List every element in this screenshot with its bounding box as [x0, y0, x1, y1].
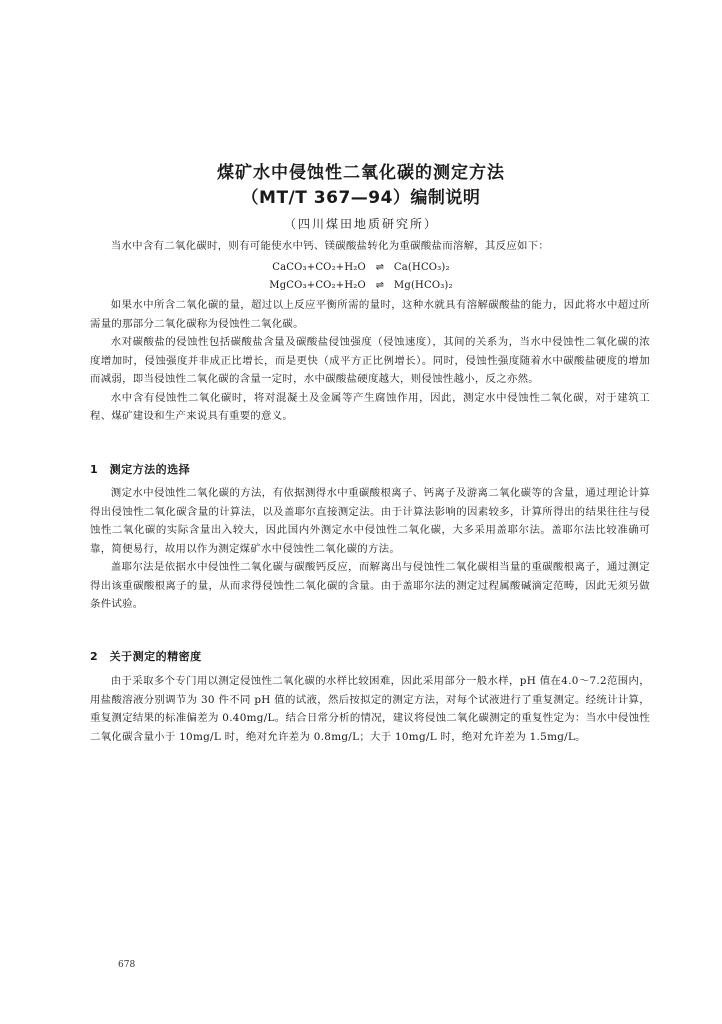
paragraph: 水中含有侵蚀性二氧化碳时，将对混凝土及金属等产生腐蚀作用，因此，测定水中侵蚀性二氧化碳，对于建筑工程、煤矿建设和生产来说具有重要的意义。: [90, 391, 650, 422]
paragraph: 水对碳酸盐的侵蚀性包括碳酸盐含量及碳酸盐侵蚀强度（侵蚀速度），其间的关系为，当水中侵蚀性二氧化碳的浓度增加时，侵蚀强度并非成正比增长，而是更快（成平方正比例增长）。同时，侵蚀性强度随着水中碳酸盐硬度的增加而减弱，即当侵蚀性二氧化碳的含量一定时，水中碳酸盐硬度越大，则侵蚀性越小，反之亦然。: [90, 336, 650, 385]
paragraph: 盖耶尔法是依据水中侵蚀性二氧化碳与碳酸钙反应，而解离出与侵蚀性二氧化碳相当量的重碳酸根离子，通过测定得出该重碳酸根离子的量，从而求得侵蚀性二氧化碳的含量。由于盖耶尔法的测定过程属酸碱滴定范畴，因此无须另做条件试验。: [90, 561, 650, 610]
equation-magnesium-right: Mg(HCO₃)₂: [393, 280, 453, 291]
page-number: 678: [118, 960, 136, 970]
paragraph: 测定水中侵蚀性二氧化碳的方法，有依据测得水中重碳酸根离子、钙离子及游离二氧化碳等的含量，通过理论计算得出侵蚀性二氧化碳含量的计算法，以及盖耶尔直接测定法。由于计算法影响的因素较多，计算所得出的结果往往与侵蚀性二氧化碳的实际含量出入较大，因此国内外测定水中侵蚀性二氧化碳，大多采用盖耶尔法。盖耶尔法比较准确可靠，简便易行，故用以作为测定煤矿水中侵蚀性二氧化碳的方法。: [90, 487, 650, 555]
section-2-body: [90, 672, 650, 746]
intro-paragraph: [90, 237, 650, 256]
document-subtitle: （MT/T 367—94）编制说明: [241, 188, 481, 208]
paragraph: 如果水中所含二氧化碳的量，超过以上反应平衡所需的量时，这种水就具有溶解碳酸盐的能力，因此将水中超过所需量的那部分二氧化碳称为侵蚀性二氧化碳。: [90, 299, 650, 330]
equation-magnesium-left: MgCO₃+CO₂+H₂O: [269, 280, 366, 291]
intro-text: 当水中含有二氧化碳时，则有可能使水中钙、镁碳酸盐转化为重碳酸盐而溶解，其反应如下：: [110, 240, 550, 252]
equilibrium-arrow-icon: ⇌: [375, 262, 385, 273]
intro-block: [90, 296, 650, 426]
document-title: 煤矿水中侵蚀性二氧化碳的测定方法: [217, 163, 505, 183]
equation-calcium-right: Ca(HCO₃)₂: [393, 262, 450, 273]
paragraph: 由于采取多个专门用以测定侵蚀性二氧化碳的水样比较困难，因此采用部分一般水样，pH 值在4.0～7.2范围内，用盐酸溶液分别调节为 30 件不同 pH 值的试液，然后按拟定的测定方法，对每个试液进行了重复测定。经统计计算，重复测定结果的标准偏差为 0.40mg/L。结合日常分析的情况，建议将侵蚀二氧化碳测定的重复性定为：当水中侵蚀性二氧化碳含量小于 10mg/L 时，绝对允许差为 0.8mg/L；大于 10mg/L 时，绝对允许差为 1.5mg/L。: [90, 675, 650, 743]
equilibrium-arrow-icon: ⇌: [375, 280, 385, 291]
section-heading-2: 2 关于测定的精密度: [90, 650, 202, 663]
equation-magnesium: [0, 280, 722, 291]
section-1-body: [90, 484, 650, 614]
affiliation: （四川煤田地质研究所）: [283, 217, 438, 231]
equation-calcium-left: CaCO₃+CO₂+H₂O: [272, 262, 366, 273]
equation-calcium: [0, 262, 722, 273]
section-heading-1: 1 测定方法的选择: [90, 463, 191, 476]
